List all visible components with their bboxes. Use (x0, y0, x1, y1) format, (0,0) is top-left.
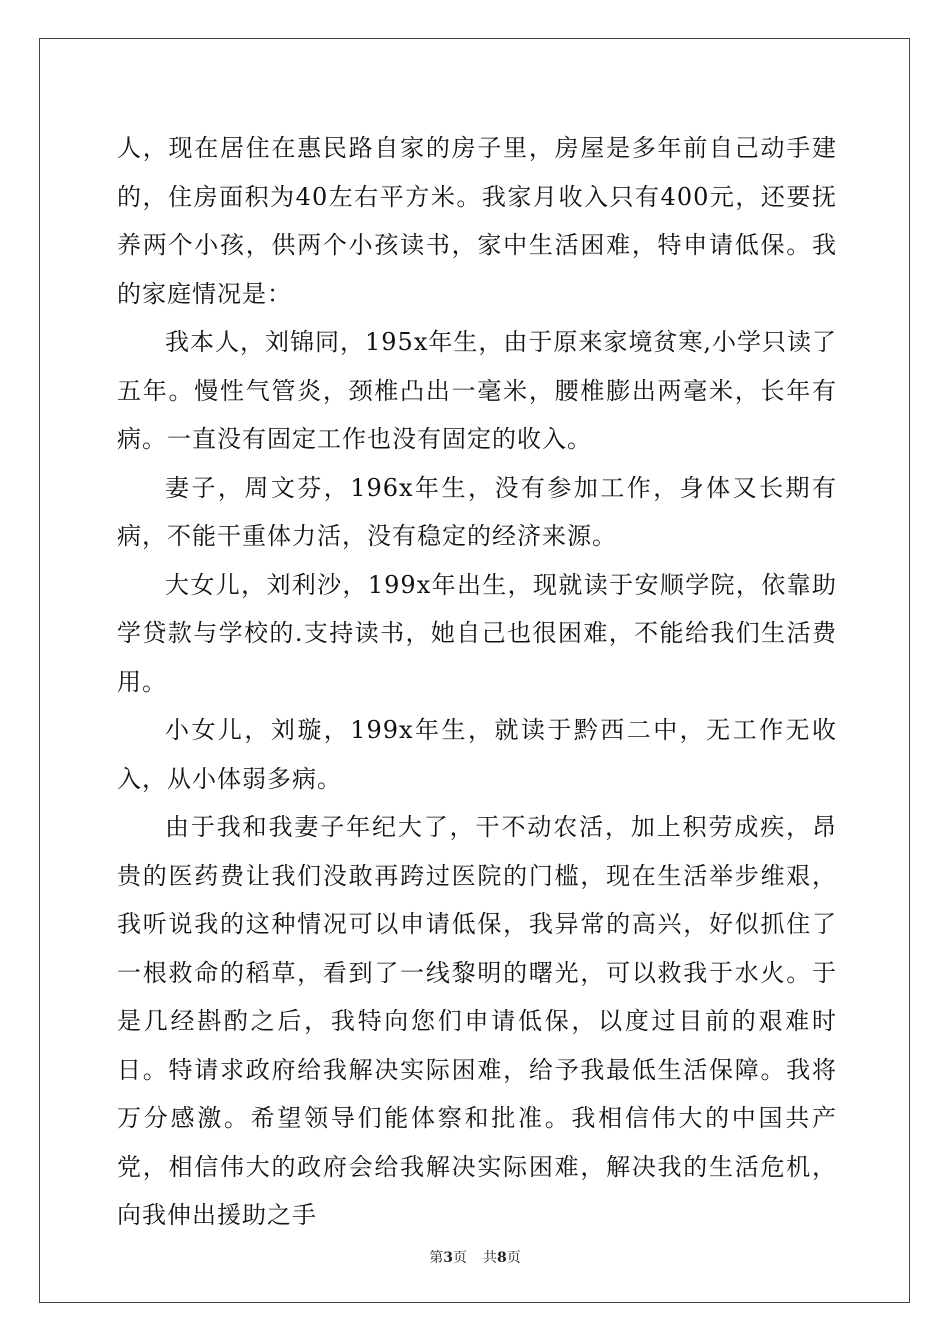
paragraph-elder-daughter: 大女儿，刘利沙，199x年出生，现就读于安顺学院，依靠助学贷款与学校的.支持读书，她自己也很困难，不能给我们生活费用。 (117, 570, 837, 696)
current-page-number: 3 (443, 1250, 453, 1266)
paragraph-request: 由于我和我妻子年纪大了，干不动农活，加上积劳成疾，昂贵的医药费让我们没敢再跨过医院的门槛，现在生活举步维艰，我听说我的这种情况可以申请低保，我异常的高兴，好似抓住了一根救命的稻草，看到了一线黎明的曙光，可以救我于水火。于是几经斟酌之后，我特向您们申请低保，以度过目前的艰难时日。特请求政府给我解决实际困难，给予我最低生活保障。我将万分感激。希望领导们能体察和批准。我相信伟大的中国共产党，相信伟大的政府会给我解决实际困难，解决我的生活危机，向我伸出援助之手 (117, 813, 837, 1229)
page-suffix: 页 (453, 1250, 467, 1266)
total-prefix: 共 (483, 1250, 497, 1266)
paragraph-intro: 人，现在居住在惠民路自家的房子里，房屋是多年前自己动手建的，住房面积为40左右平方米。我家月收入只有400元，还要抚养两个小孩，供两个小孩读书，家中生活困难，特申请低保。我的家庭情况是： (117, 134, 837, 308)
document-body (117, 124, 837, 1240)
page-footer (0, 1247, 950, 1267)
total-page-number: 8 (497, 1250, 507, 1266)
page-prefix: 第 (429, 1250, 444, 1266)
paragraph-younger-daughter: 小女儿，刘璇，199x年生，就读于黔西二中，无工作无收入，从小体弱多病。 (117, 716, 837, 793)
paragraph-self: 我本人，刘锦同，195x年生，由于原来家境贫寒,小学只读了五年。慢性气管炎，颈椎凸出一毫米，腰椎膨出两毫米，长年有病。一直没有固定工作也没有固定的收入。 (117, 328, 837, 453)
paragraph-wife: 妻子，周文芬，196x年生，没有参加工作，身体又长期有病，不能干重体力活，没有稳定的经济来源。 (117, 473, 837, 550)
total-suffix: 页 (506, 1250, 521, 1266)
